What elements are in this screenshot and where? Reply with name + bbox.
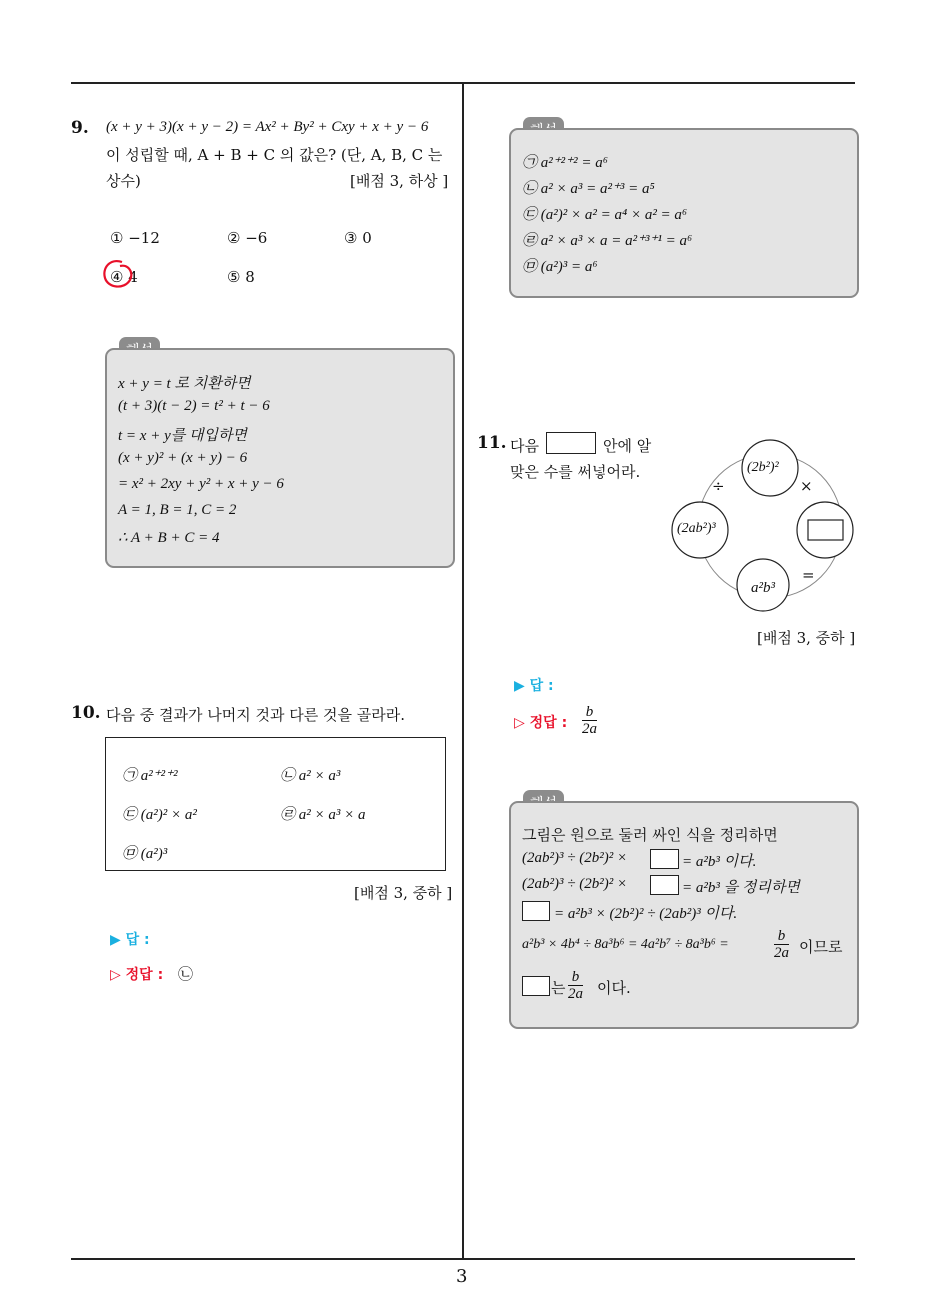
fraction-denominator: 2a [582, 721, 597, 737]
fraction-denominator: 2a [774, 945, 789, 961]
q10-sol-line: ㉢ (a²)² × a² = a⁴ × a² = a⁶ [522, 207, 688, 223]
q10-question: 다음 중 결과가 나머지 것과 다른 것을 골라라. [106, 706, 405, 724]
q11-sol-line6-a: 는 [551, 979, 566, 997]
q10-sol-line: ㉣ a² × a³ × a = a²⁺³⁺¹ = a⁶ [522, 233, 693, 249]
q10-item-d: ㉣ a² × a³ × a [280, 807, 366, 823]
q11-line1-b: 안에 알 [603, 437, 652, 455]
q9-choice-4[interactable]: ④ 4 [110, 268, 138, 286]
q11-sol-line5-b: 이므로 [799, 938, 843, 956]
q9-sol-line: (t + 3)(t − 2) = t² + t − 6 [118, 398, 270, 414]
q11-correct-label: ▷ 정답 : [514, 715, 568, 731]
q10-item-a: ㉠ a²⁺²⁺² [122, 768, 178, 784]
q11-sol-blank [650, 849, 679, 869]
q10-sol-line: ㉡ a² × a³ = a²⁺³ = a⁵ [522, 181, 655, 197]
q11-sol-fraction-2 [568, 969, 583, 1002]
q11-sol-fraction-1 [774, 928, 789, 961]
fraction-numerator: b [774, 928, 789, 945]
diagram-label-left: (2ab²)³ [677, 521, 716, 536]
q9-choice-3[interactable]: ③ 0 [344, 229, 372, 247]
q9-sol-line: A = 1, B = 1, C = 2 [118, 502, 237, 518]
diagram-label-bottom: a²b³ [751, 580, 775, 596]
q11-sol-line1: 그림은 원으로 둘러 싸인 식을 정리하면 [522, 826, 778, 844]
page-number: 3 [456, 1266, 468, 1287]
q9-choice-2[interactable]: ② −6 [227, 229, 268, 247]
bottom-rule [71, 1258, 855, 1260]
q9-sol-line: ∴ A + B + C = 4 [118, 530, 220, 546]
q10-answer-label[interactable]: ▶ 답 : [110, 932, 150, 948]
q11-sol-line3-a: (2ab²)³ ÷ (2b²)² × [522, 876, 628, 892]
q11-sol-blank [650, 875, 679, 895]
q11-line2: 맞은 수를 써넣어라. [510, 463, 641, 481]
q9-points: [배점 3, 하상 ] [350, 172, 449, 190]
q11-line1-a: 다음 [510, 437, 539, 455]
q10-correct-value: ㉡ [178, 965, 194, 983]
diagram-blank-box [808, 520, 843, 540]
q11-sol-line6-b: 이다. [597, 979, 631, 997]
q9-sol-line: = x² + 2xy + y² + x + y − 6 [118, 476, 284, 492]
q11-sol-blank [522, 976, 550, 996]
q11-points: [배점 3, 중하 ] [757, 629, 856, 647]
q11-sol-line4-b: = a²b³ × (2b²)² ÷ (2ab²)³ 이다. [554, 906, 738, 922]
q10-item-b: ㉡ a² × a³ [280, 768, 341, 784]
q10-sol-line: ㉤ (a²)³ = a⁶ [522, 259, 598, 275]
q10-points: [배점 3, 중하 ] [354, 884, 453, 902]
q11-sol-blank [522, 901, 550, 921]
q9-line3: 상수) [106, 172, 141, 190]
q11-correct-fraction [582, 704, 597, 737]
q11-sol-line2-a: (2ab²)³ ÷ (2b²)² × [522, 850, 628, 866]
q11-sol-line3-b: = a²b³ 을 정리하면 [682, 880, 800, 896]
diagram-op-equals: = [802, 566, 815, 584]
fraction-numerator: b [582, 704, 597, 721]
q9-sol-line: (x + y)² + (x + y) − 6 [118, 450, 248, 466]
fraction-denominator: 2a [568, 986, 583, 1002]
q10-correct-label: ▷ 정답 : [110, 967, 164, 983]
q11-answer-label[interactable]: ▶ 답 : [514, 678, 554, 694]
q10-sol-line: ㉠ a²⁺²⁺² = a⁶ [522, 155, 608, 171]
q11-sol-line5-a: a²b³ × 4b⁴ ÷ 8a³b⁶ = 4a²b⁷ ÷ 8a³b⁶ = [522, 937, 729, 952]
column-divider [462, 84, 464, 1259]
q11-question-blank [546, 432, 596, 454]
q9-number: 9. [71, 118, 89, 138]
q9-sol-line: x + y = t 로 치환하면 [118, 376, 251, 392]
fraction-numerator: b [568, 969, 583, 986]
q11-sol-line2-b: = a²b³ 이다. [682, 854, 757, 870]
q11-number: 11. [477, 433, 507, 453]
diagram-op-multiply: × [800, 477, 813, 495]
q10-number: 10. [71, 703, 101, 723]
diagram-label-top: (2b²)² [747, 460, 779, 475]
answer-circle-mark [100, 258, 136, 292]
q9-line2: 이 성립할 때, A + B + C 의 값은? (단, A, B, C 는 [106, 146, 443, 164]
q10-item-c: ㉢ (a²)² × a² [122, 807, 197, 823]
q9-line1: (x + y + 3)(x + y − 2) = Ax² + By² + Cxy + x + y − 6 [106, 119, 429, 135]
q10-item-e: ㉤ (a²)³ [122, 846, 168, 862]
q9-sol-line: t = x + y를 대입하면 [118, 428, 247, 444]
q9-choice-1[interactable]: ① −12 [110, 229, 160, 247]
diagram-op-divide: ÷ [712, 477, 725, 495]
q9-choice-5[interactable]: ⑤ 8 [227, 268, 255, 286]
